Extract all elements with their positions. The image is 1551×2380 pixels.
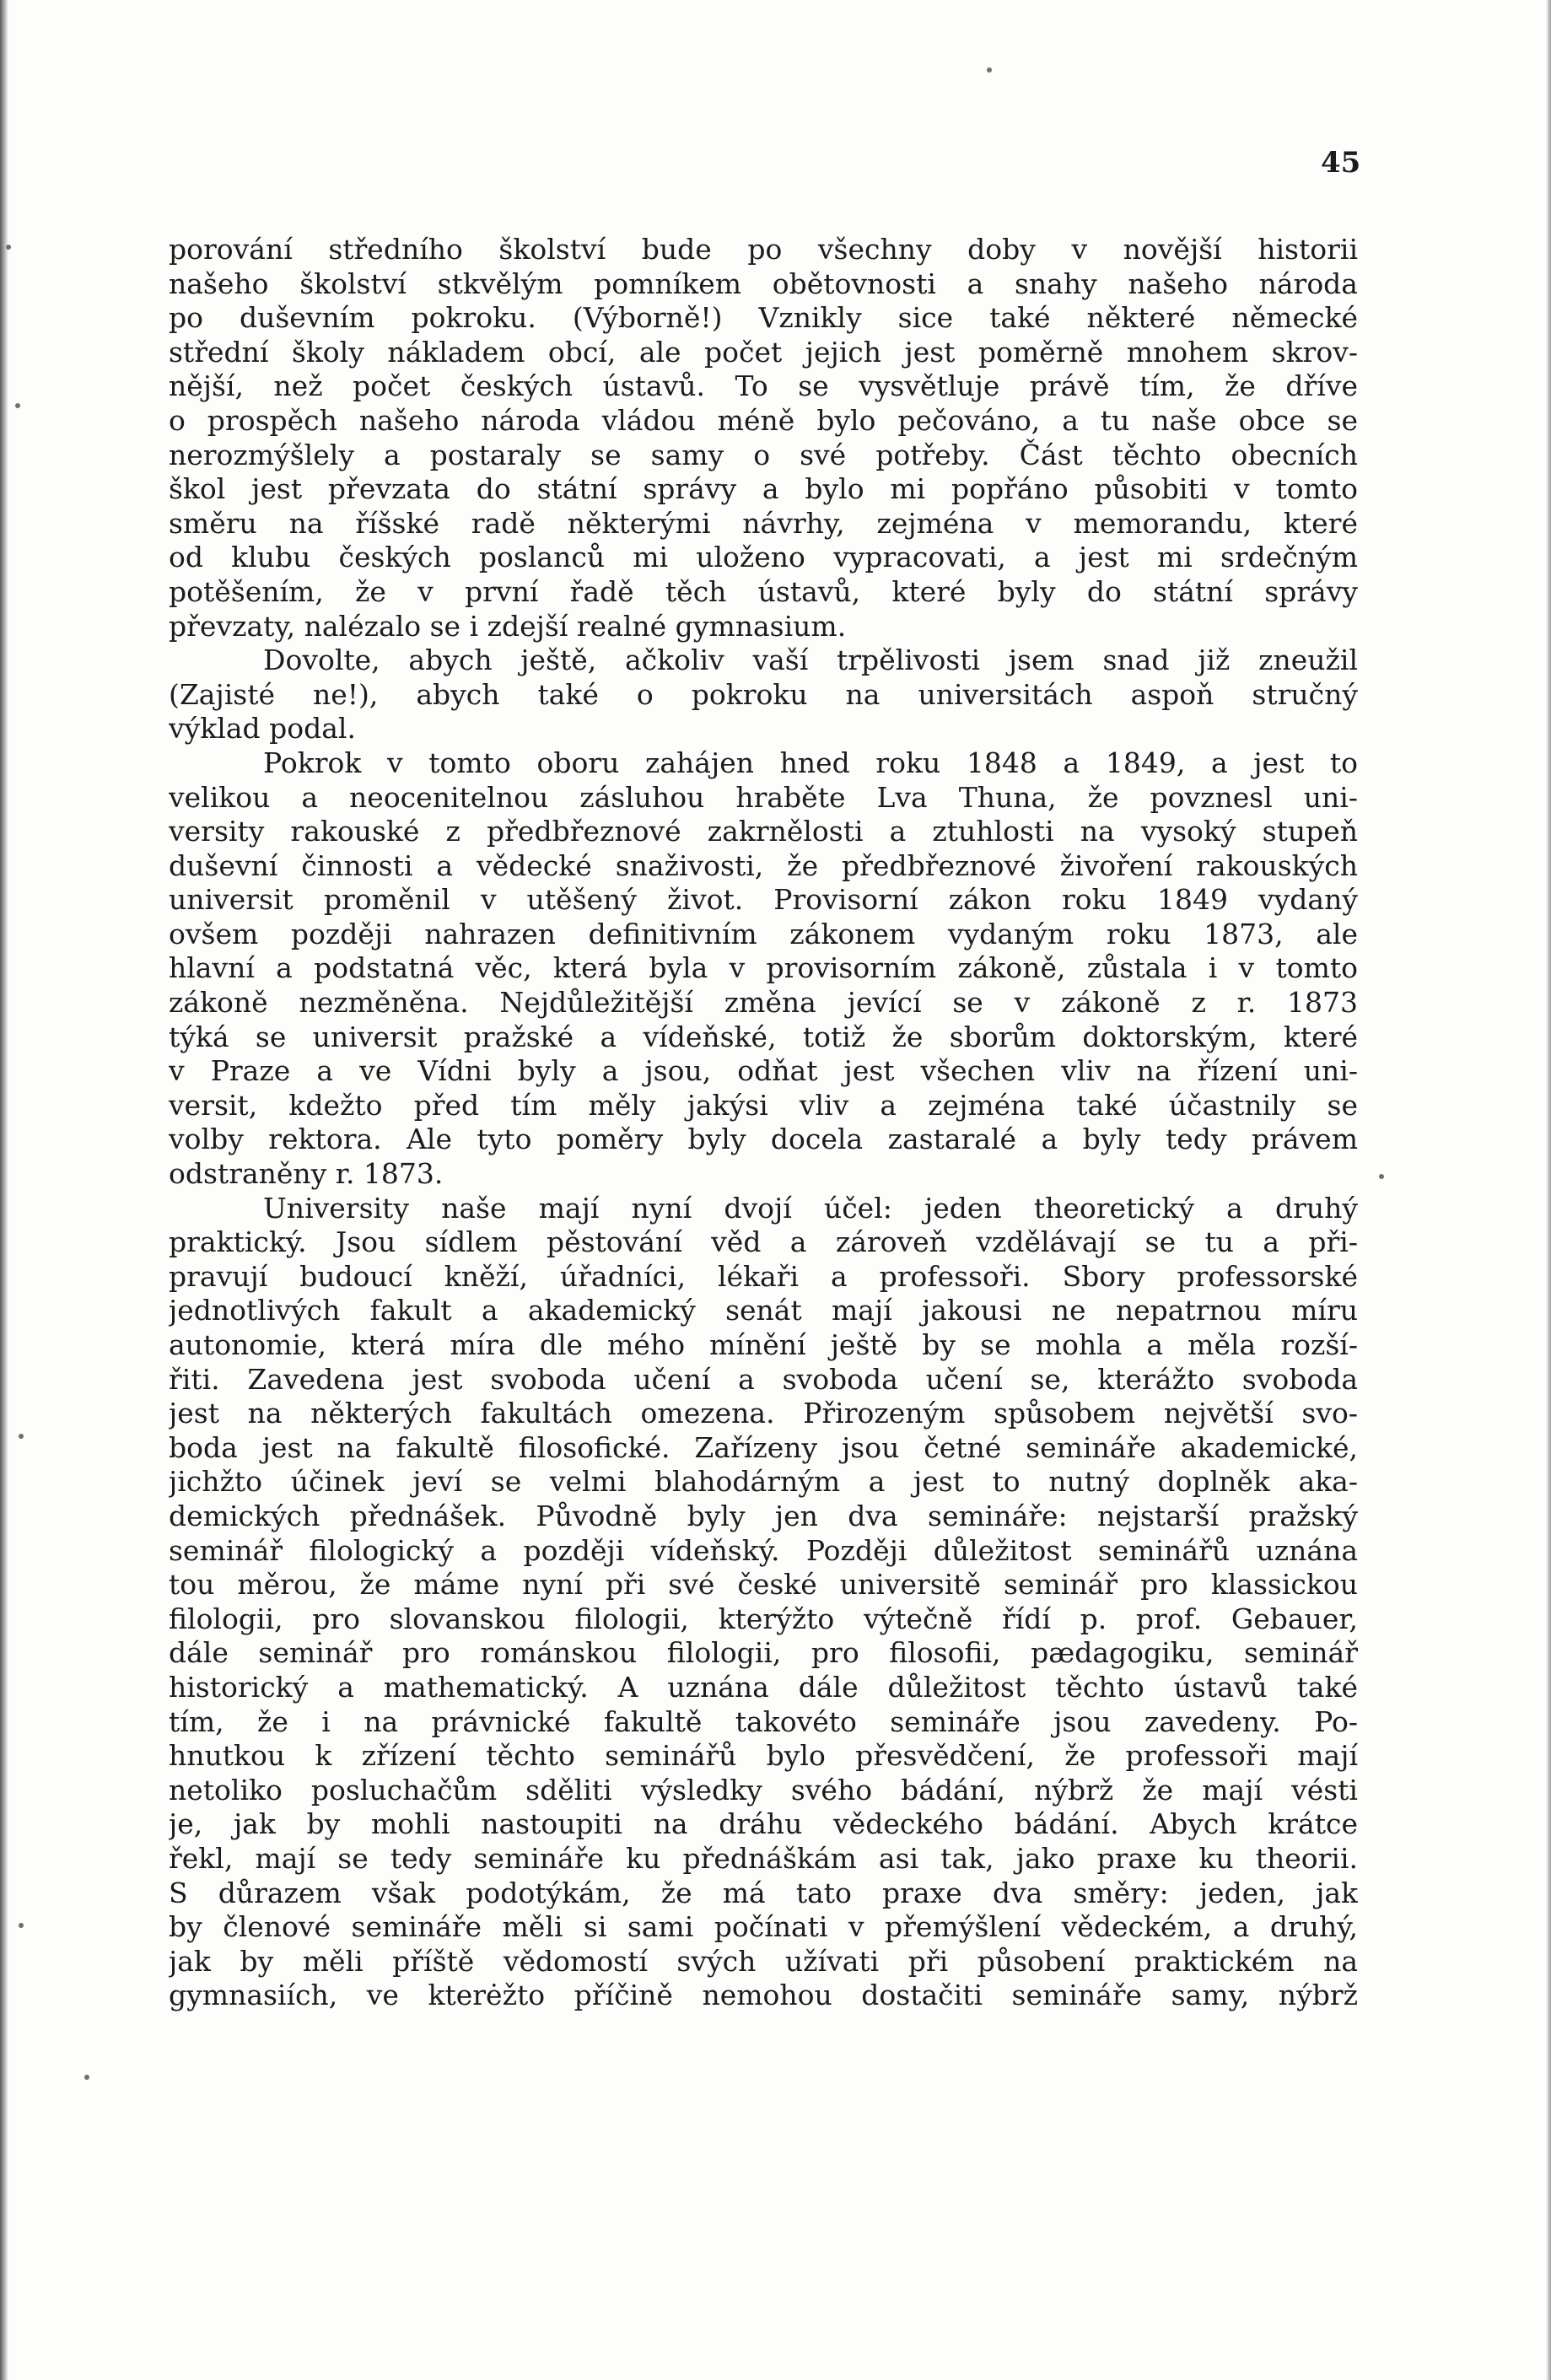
text-line: potěšením, že v první řadě těch ústavů, které byly do státní správy bbox=[169, 574, 1358, 608]
paper-speck bbox=[6, 245, 11, 250]
text-line: řiti. Zavedena jest svoboda učení a svoboda učení se, kterážto svoboda bbox=[169, 1362, 1358, 1396]
text-line: nější, než počet českých ústavů. To se vysvětluje právě tím, že dříve bbox=[169, 369, 1358, 403]
text-line: pravují budoucí kněží, úřadníci, lékaři a professoři. Sbory professorské bbox=[169, 1259, 1358, 1293]
text-line: praktický. Jsou sídlem pěstování věd a zároveň vzdělávají se tu a při- bbox=[169, 1225, 1358, 1259]
paper-speck bbox=[19, 1923, 24, 1928]
text-line: týká se universit pražské a vídeňské, totiž že sborům doktorským, které bbox=[169, 1020, 1358, 1053]
text-line: ovšem později nahrazen definitivním zákonem vydaným roku 1873, ale bbox=[169, 917, 1358, 950]
text-line: gymnasiích, ve kterėžto příčině nemohou dostačiti semináře samy, nýbrž bbox=[169, 1979, 1358, 2012]
text-line: hlavní a podstatná věc, která byla v provisorním zákoně, zůstala i v tomto bbox=[169, 951, 1358, 985]
text-line: našeho školství stkvělým pomníkem obětovnosti a snahy našeho národa bbox=[169, 267, 1358, 300]
text-line: odstraněny r. 1873. bbox=[169, 1157, 444, 1191]
page-number: 45 bbox=[1321, 146, 1361, 180]
text-line: nerozmýšlely a postaraly se samy o své potřeby. Část těchto obecních bbox=[169, 438, 1358, 471]
text-line: jest na některých fakultách omezena. Přirozeným spůsobem největší svo- bbox=[169, 1397, 1358, 1430]
text-line: od klubu českých poslanců mi uloženo vypracovati, a jest mi srdečným bbox=[169, 541, 1358, 574]
text-line: historický a mathematický. A uznána dále důležitost těchto ústavů také bbox=[169, 1670, 1358, 1704]
page-edge-right bbox=[1546, 0, 1551, 2380]
text-line: (Zajisté ne!), abych také o pokroku na universitách aspoň stručný bbox=[169, 677, 1358, 711]
text-line: netoliko posluchačům sděliti výsledky svého bádání, nýbrž že mají vésti bbox=[169, 1773, 1358, 1807]
text-line: volby rektora. Ale tyto poměry byly docela zastaralé a byly tedy právem bbox=[169, 1123, 1358, 1156]
text-line: dále seminář pro románskou filologii, pro filosofii, pædagogiku, seminář bbox=[169, 1636, 1358, 1670]
text-line: škol jest převzata do státní správy a bylo mi popřáno působiti v tomto bbox=[169, 472, 1358, 506]
paper-speck bbox=[1379, 1174, 1384, 1179]
page-edge-shadow bbox=[0, 0, 8, 2380]
text-line: jednotlivých fakult a akademický senát mají jakousi ne nepatrnou míru bbox=[169, 1294, 1358, 1327]
text-line: demických přednášek. Původně byly jen dva semináře: nejstarší pražský bbox=[169, 1499, 1358, 1532]
text-line: Pokrok v tomto oboru zahájen hned roku 1848 a 1849, a jest to bbox=[263, 746, 1358, 779]
text-line: porování středního školství bude po všechny doby v novější historii bbox=[169, 233, 1358, 266]
text-line: versit, kdežto před tím měly jakýsi vliv a zejména také účastnily se bbox=[169, 1088, 1358, 1122]
text-line: duševní činnosti a vědecké snaživosti, že předbřeznové živoření rakouských bbox=[169, 848, 1358, 882]
text-line: tím, že i na právnické fakultě takovéto semináře jsou zavedeny. Po- bbox=[169, 1704, 1358, 1738]
text-line: autonomie, která míra dle mého mínění ještě by se mohla a měla rozší- bbox=[169, 1328, 1358, 1361]
text-line: je, jak by mohli nastoupiti na dráhu vědeckého bádání. Abych krátce bbox=[169, 1807, 1358, 1841]
text-line: seminář filologický a později vídeňský. Později důležitost seminářů uznána bbox=[169, 1533, 1358, 1567]
text-line: universit proměnil v utěšený život. Provisorní zákon roku 1849 vydaný bbox=[169, 883, 1358, 917]
text-line: zákoně nezměněna. Nejdůležitější změna jevící se v zákoně z r. 1873 bbox=[169, 986, 1358, 1020]
text-line: hnutkou k zřízení těchto seminářů bylo přesvědčení, že professoři mají bbox=[169, 1739, 1358, 1773]
paper-speck bbox=[987, 67, 992, 73]
paper-speck bbox=[84, 2075, 89, 2080]
text-line: směru na říšské radě některými návrhy, zejména v memorandu, které bbox=[169, 506, 1358, 540]
paper-speck bbox=[15, 403, 20, 408]
text-line: jak by měli příště vědomostí svých užívati při působení praktickém na bbox=[169, 1944, 1358, 1978]
text-line: Dovolte, abych ještě, ačkoliv vaší trpělivosti jsem snad již zneužil bbox=[263, 643, 1358, 677]
text-line: převzaty, nalézalo se i zdejší realné gymnasium. bbox=[169, 609, 847, 643]
text-line: řekl, mají se tedy semináře ku přednáškám asi tak, jako praxe ku theorii. bbox=[169, 1841, 1358, 1875]
text-line: v Praze a ve Vídni byly a jsou, odňat jest všechen vliv na řízení uni- bbox=[169, 1054, 1358, 1088]
paper-speck bbox=[19, 1434, 24, 1439]
text-line: University naše mají nyní dvojí účel: jeden theoretický a druhý bbox=[263, 1191, 1358, 1225]
text-line: výklad podal. bbox=[169, 712, 356, 746]
body-text bbox=[169, 233, 1358, 2013]
text-line: velikou a neocenitelnou zásluhou hraběte Lva Thuna, že povznesl uni- bbox=[169, 780, 1358, 814]
text-line: střední školy nákladem obcí, ale počet jejich jest poměrně mnohem skrov- bbox=[169, 335, 1358, 369]
text-line: o prospěch našeho národa vládou méně bylo pečováno, a tu naše obce se bbox=[169, 403, 1358, 437]
text-line: filologii, pro slovanskou filologii, kterýžto výtečně řídí p. prof. Gebauer, bbox=[169, 1602, 1358, 1635]
text-line: versity rakouské z předbřeznové zakrnělosti a ztuhlosti na vysoký stupeň bbox=[169, 815, 1358, 848]
text-line: po duševním pokroku. (Výborně!) Vznikly sice také některé německé bbox=[169, 301, 1358, 335]
text-line: S důrazem však podotýkám, že má tato praxe dva směry: jeden, jak bbox=[169, 1876, 1358, 1909]
text-line: tou měrou, že máme nyní při své české universitě seminář pro klassickou bbox=[169, 1568, 1358, 1602]
text-line: jichžto účinek jeví se velmi blahodárným a jest to nutný doplněk aka- bbox=[169, 1465, 1358, 1499]
text-line: by členové semináře měli si sami počínati v přemýšlení vědeckém, a druhý, bbox=[169, 1910, 1358, 1944]
text-line: boda jest na fakultě filosofické. Zařízeny jsou četné semináře akademické, bbox=[169, 1430, 1358, 1464]
